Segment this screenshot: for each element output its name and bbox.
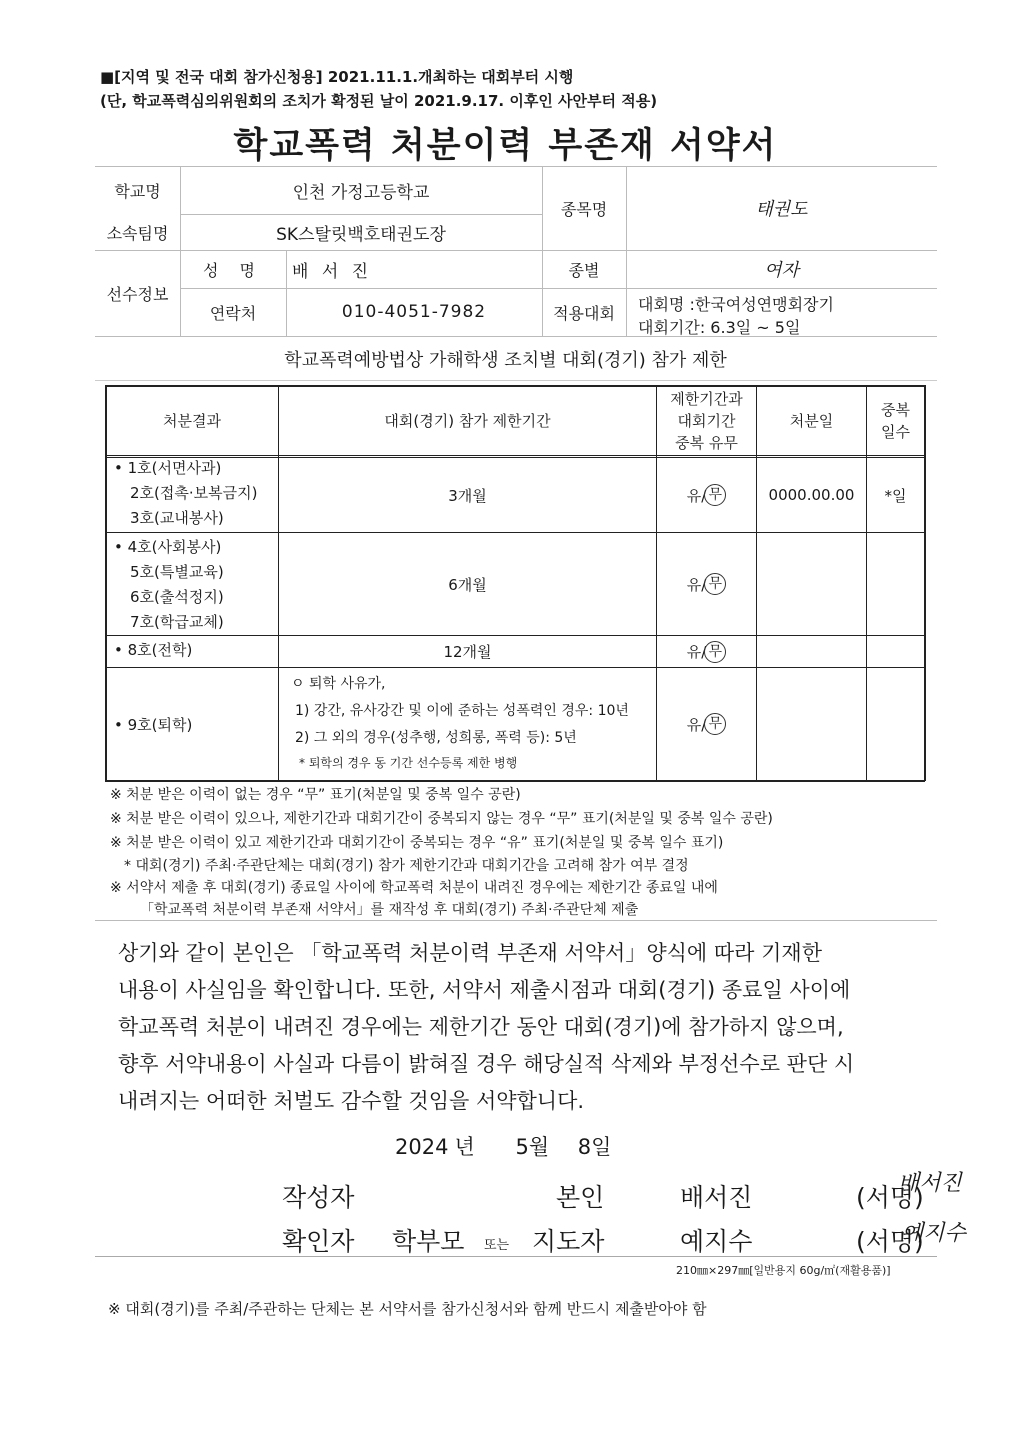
row3-period: 12개월 [443,643,492,661]
header-line-2: (단, 학교폭력심의위원회의 조치가 확정된 날이 2021.9.17. 이후인 사안부터 적용) [100,92,658,110]
event-label: 적용대회 [553,303,615,323]
writer-label: 작성자 [282,1183,355,1212]
table-row: • 1호(서면사과) 2호(접촉·보복금지) 3호(교내봉사) [114,459,258,527]
header-result: 처분결과 [163,411,221,430]
row2-period: 6개월 [448,575,487,594]
row2-overlap: 유/ 무 [657,533,756,635]
contact-value: 010-4051-7982 [341,302,487,322]
pledge-line-1: 상기와 같이 본인은 「학교폭력 처분이력 부존재 서약서」양식에 따라 기재한 [118,941,822,965]
row1-period: 3개월 [448,486,487,505]
gender-label: 종별 [568,260,600,280]
school-label: 학교명 [114,181,161,201]
pledge-line-3: 학교폭력 처분이 내려진 경우에는 제한기간 동안 대회(경기)에 참가하지 않으며, [118,1015,844,1039]
table-row: • 9호(퇴학) [114,715,193,734]
player-info-label: 선수정보 [106,284,169,304]
name-label: 성 명 [203,260,263,280]
or-text: 또는 [484,1238,510,1253]
confirmer-sign-label: (서명) [856,1227,924,1256]
note-2: ※ 처분 받은 이력이 있으나, 제한기간과 대회기간이 중복되지 않는 경우 “무” 표기(처분일 및 중복 일수 공란) [110,811,773,827]
pledge-line-4: 향후 서약내용이 사실과 다름이 밝혀질 경우 해당실적 삭제와 부정선수로 판단 시 [118,1052,855,1076]
name-value: 배 서 진 [292,261,373,282]
pledge-date: 2024 년 5월 8일 [395,1135,612,1159]
header-days: 중복 일수 [881,400,910,441]
header-date: 처분일 [789,411,834,430]
gender-value: 여자 [764,260,799,281]
school-value: 인천 가정고등학교 [292,182,430,203]
team-value: SK스탈릿백호태권도장 [276,224,446,245]
pledge-line-5: 내려지는 어떠한 처벌도 감수할 것임을 서약합니다. [118,1089,585,1113]
footer-note: ※ 대회(경기)를 주최/주관하는 단체는 본 서약서를 참가신청서와 함께 반드시 제출받아야 함 [108,1300,707,1318]
contact-label: 연락처 [209,303,257,323]
confirmer-name: 예지수 [680,1227,753,1256]
confirmer-role-parent: 학부모 [392,1227,465,1256]
header-period: 대회(경기) 참가 제한기간 [384,411,551,430]
note-4: * 대회(경기) 주최·주관단체는 대회(경기) 참가 제한기간과 대회기간을 고려해 참가 여부 결정 [124,858,689,874]
table-row: • 4호(사회봉사) 5호(특별교육) 6호(출석정지) 7호(학급교체) [114,538,224,631]
note-6: 「학교폭력 처분이력 부존재 서약서」를 재작성 후 대회(경기) 주최·주관단체 제출 [140,902,639,918]
note-5: ※ 서약서 제출 후 대회(경기) 종료일 사이에 학교폭력 처분이 내려진 경우에는 제한기간 종료일 내에 [110,880,718,896]
event-name: 대회명 :한국여성연맹회장기 [638,295,834,314]
restriction-subtitle: 학교폭력예방법상 가해학생 조치별 대회(경기) 참가 제한 [284,350,727,371]
writer-signature: 배서진 [898,1171,962,1196]
writer-sign-label: (서명) [856,1183,924,1212]
sport-value: 태권도 [755,199,808,220]
row4-overlap: 유/ 무 [657,668,756,780]
confirmer-role-coach: 지도자 [532,1227,605,1256]
row3-overlap: 유/ 무 [657,636,756,667]
note-3: ※ 처분 받은 이력이 있고 제한기간과 대회기간이 중복되는 경우 “유” 표기(처분일 및 중복 일수 표기) [110,835,724,851]
writer-role: 본인 [556,1183,605,1212]
table-row: • 8호(전학) [114,641,193,659]
confirmer-label: 확인자 [282,1227,355,1256]
document-title: 학교폭력 처분이력 부존재 서약서 [233,126,778,166]
header-overlap: 제한기간과 대회기간 중복 유무 [670,389,743,452]
team-label: 소속팀명 [106,223,169,243]
row4-period: ㅇ 퇴학 사유가, 1) 강간, 유사강간 및 이에 준하는 성폭력인 경우: 10년 2) 그 외의 경우(성추행, 성희롱, 폭력 등): 5년 * 퇴학의 경우 동 기간 선수등록 제한 병행 [291,676,629,770]
note-1: ※ 처분 받은 이력이 없는 경우 “무” 표기(처분일 및 중복 일수 공란) [110,787,521,803]
pledge-line-2: 내용이 사실임을 확인합니다. 또한, 서약서 제출시점과 대회(경기) 종료일 사이에 [118,978,851,1002]
row1-date: 0000.00.00 [768,486,855,504]
event-period: 대회기간: 6.3일 ~ 5일 [638,318,801,337]
header-line-1: ■[지역 및 전국 대회 참가신청용] 2021.11.1.개최하는 대회부터 시행 [100,68,574,86]
writer-name: 배서진 [680,1183,753,1212]
confirmer-signature: 예지수 [902,1221,966,1246]
sport-label: 종목명 [560,199,608,219]
paper-spec: 210㎜×297㎜[일반용지 60g/㎡(재활용품)] [676,1264,891,1277]
row1-overlap: 유/ 무 [657,458,756,532]
row1-days: *일 [884,486,907,505]
